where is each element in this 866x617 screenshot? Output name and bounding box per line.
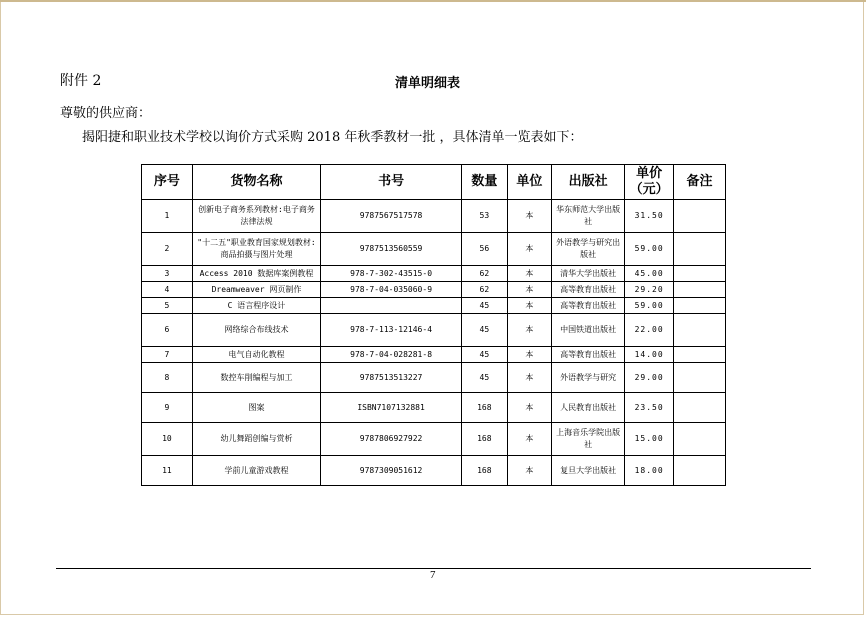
cell-price: 29.20 (625, 282, 674, 298)
cell-name: 学前儿童游戏教程 (192, 456, 320, 486)
cell-no: 2 (142, 233, 193, 266)
cell-no: 5 (142, 298, 193, 314)
cell-publisher: 中国铁道出版社 (552, 314, 625, 347)
table-row (142, 393, 726, 423)
cell-price: 29.00 (625, 363, 674, 393)
cell-name: 电气自动化教程 (192, 347, 320, 363)
table-row (142, 423, 726, 456)
cell-remark (673, 393, 725, 423)
cell-price: 14.00 (625, 347, 674, 363)
table-row (142, 347, 726, 363)
table-row (142, 456, 726, 486)
document-title: 清单明细表 (395, 76, 461, 91)
header-publisher: 出版社 (552, 165, 625, 200)
table-row (142, 363, 726, 393)
cell-qty: 56 (462, 233, 508, 266)
cell-isbn (321, 298, 462, 314)
cell-unit: 本 (507, 347, 552, 363)
cell-isbn: 978-7-04-035060-9 (321, 282, 462, 298)
cell-unit: 本 (507, 314, 552, 347)
cell-remark (673, 266, 725, 282)
table-row (142, 233, 726, 266)
cell-isbn: 978-7-113-12146-4 (321, 314, 462, 347)
cell-name: 数控车削编程与加工 (192, 363, 320, 393)
cell-publisher: 高等教育出版社 (552, 282, 625, 298)
table-row (142, 298, 726, 314)
cell-name: "十二五"职业教育国家规划教材:商品拍摄与图片处理 (192, 233, 320, 266)
cell-qty: 168 (462, 393, 508, 423)
cell-qty: 45 (462, 298, 508, 314)
cell-qty: 45 (462, 347, 508, 363)
cell-name: Dreamweaver 网页制作 (192, 282, 320, 298)
cell-publisher: 高等教育出版社 (552, 347, 625, 363)
cell-qty: 168 (462, 423, 508, 456)
cell-remark (673, 282, 725, 298)
cell-name: 网络综合布线技术 (192, 314, 320, 347)
cell-remark (673, 423, 725, 456)
header-isbn: 书号 (321, 165, 462, 200)
cell-qty: 62 (462, 282, 508, 298)
cell-publisher: 高等教育出版社 (552, 298, 625, 314)
cell-no: 4 (142, 282, 193, 298)
cell-name: 幼儿舞蹈创编与赏析 (192, 423, 320, 456)
cell-remark (673, 347, 725, 363)
cell-no: 10 (142, 423, 193, 456)
cell-remark (673, 200, 725, 233)
cell-publisher: 人民教育出版社 (552, 393, 625, 423)
cell-remark (673, 298, 725, 314)
table-row (142, 314, 726, 347)
cell-unit: 本 (507, 233, 552, 266)
cell-price: 31.50 (625, 200, 674, 233)
cell-price: 15.00 (625, 423, 674, 456)
table-header-row (142, 165, 726, 200)
greeting-line: 尊敬的供应商： (60, 106, 152, 121)
header-qty: 数量 (462, 165, 508, 200)
table-row (142, 200, 726, 233)
cell-isbn: 978-7-302-43515-0 (321, 266, 462, 282)
cell-isbn: 9787806927922 (321, 423, 462, 456)
cell-no: 11 (142, 456, 193, 486)
cell-publisher: 清华大学出版社 (552, 266, 625, 282)
table-row (142, 282, 726, 298)
cell-publisher: 华东师范大学出版社 (552, 200, 625, 233)
cell-remark (673, 314, 725, 347)
cell-publisher: 外语教学与研究 (552, 363, 625, 393)
cell-isbn: ISBN7107132881 (321, 393, 462, 423)
cell-remark (673, 456, 725, 486)
cell-publisher: 外语教学与研究出版社 (552, 233, 625, 266)
cell-price: 22.00 (625, 314, 674, 347)
cell-unit: 本 (507, 200, 552, 233)
intro-paragraph: 揭阳捷和职业技术学校以询价方式采购 2018 年秋季教材一批 ，具体清单一览表如下： (82, 130, 583, 145)
cell-no: 8 (142, 363, 193, 393)
cell-isbn: 9787513560559 (321, 233, 462, 266)
item-list-table (141, 164, 726, 486)
cell-name: Access 2010 数据库案例教程 (192, 266, 320, 282)
cell-isbn: 9787513513227 (321, 363, 462, 393)
cell-qty: 62 (462, 266, 508, 282)
cell-qty: 45 (462, 314, 508, 347)
cell-unit: 本 (507, 298, 552, 314)
cell-unit: 本 (507, 363, 552, 393)
cell-name: C 语言程序设计 (192, 298, 320, 314)
cell-publisher: 复旦大学出版社 (552, 456, 625, 486)
cell-remark (673, 233, 725, 266)
header-unit: 单位 (507, 165, 552, 200)
header-price: 单价（元） (625, 165, 674, 200)
cell-price: 45.00 (625, 266, 674, 282)
page-number: 7 (430, 569, 436, 581)
cell-qty: 168 (462, 456, 508, 486)
cell-no: 1 (142, 200, 193, 233)
header-remark: 备注 (673, 165, 725, 200)
cell-publisher: 上海音乐学院出版社 (552, 423, 625, 456)
cell-no: 7 (142, 347, 193, 363)
cell-isbn: 9787309051612 (321, 456, 462, 486)
cell-unit: 本 (507, 393, 552, 423)
cell-name: 图案 (192, 393, 320, 423)
cell-no: 9 (142, 393, 193, 423)
cell-price: 23.50 (625, 393, 674, 423)
table-row (142, 266, 726, 282)
cell-isbn: 9787567517578 (321, 200, 462, 233)
cell-price: 18.00 (625, 456, 674, 486)
cell-unit: 本 (507, 423, 552, 456)
attachment-label: 附件 2 (60, 73, 102, 89)
cell-unit: 本 (507, 266, 552, 282)
cell-qty: 45 (462, 363, 508, 393)
header-no: 序号 (142, 165, 193, 200)
cell-unit: 本 (507, 456, 552, 486)
cell-no: 6 (142, 314, 193, 347)
cell-price: 59.00 (625, 298, 674, 314)
cell-price: 59.00 (625, 233, 674, 266)
cell-name: 创新电子商务系列教材:电子商务法律法规 (192, 200, 320, 233)
cell-qty: 53 (462, 200, 508, 233)
cell-isbn: 978-7-04-028281-8 (321, 347, 462, 363)
cell-no: 3 (142, 266, 193, 282)
cell-remark (673, 363, 725, 393)
cell-unit: 本 (507, 282, 552, 298)
top-border (0, 0, 866, 2)
header-name: 货物名称 (192, 165, 320, 200)
